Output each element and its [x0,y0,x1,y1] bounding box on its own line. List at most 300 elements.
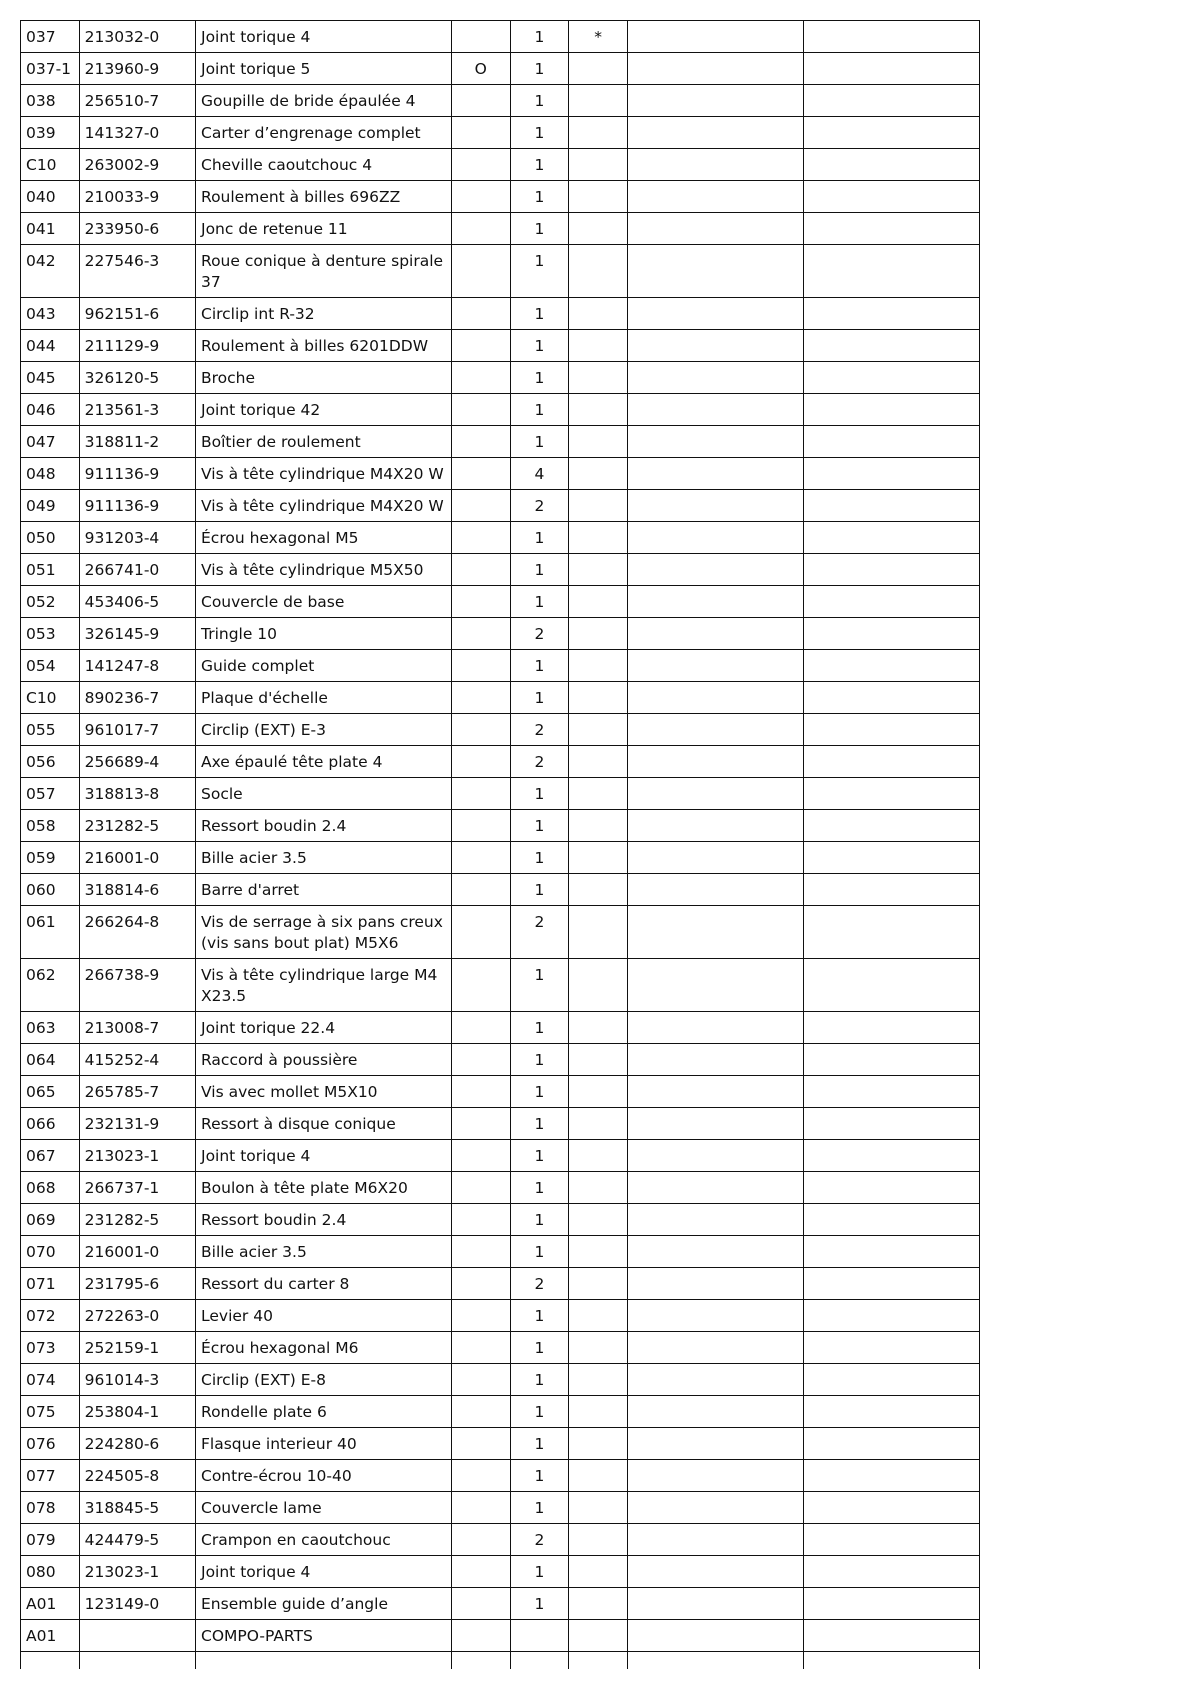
part-number-cell: 272263-0 [79,1300,195,1332]
part-number-cell: 224505-8 [79,1460,195,1492]
quantity-cell: 2 [510,490,569,522]
description-cell: Flasque interieur 40 [196,1428,452,1460]
quantity-cell: 1 [510,1556,569,1588]
parts-list-sheet [20,20,980,1669]
star-mark-cell [569,874,628,906]
empty-cell [803,1492,979,1524]
part-number-cell: 216001-0 [79,1236,195,1268]
item-number-cell: 037-1 [21,53,80,85]
table-row [21,1364,980,1396]
empty-cell [627,149,803,181]
quantity-cell: 2 [510,746,569,778]
empty-cell [627,1652,803,1670]
part-number-cell: 216001-0 [79,842,195,874]
part-number-cell: 123149-0 [79,1588,195,1620]
part-number-cell: 962151-6 [79,298,195,330]
item-number-cell: 057 [21,778,80,810]
quantity-cell: 1 [510,149,569,181]
star-mark-cell [569,53,628,85]
item-number-cell: 061 [21,906,80,959]
empty-cell [627,906,803,959]
part-number-cell: 141247-8 [79,650,195,682]
option-mark-cell [451,874,510,906]
star-mark-cell [569,1620,628,1652]
table-row [21,490,980,522]
star-mark-cell [569,1588,628,1620]
empty-cell [627,53,803,85]
quantity-cell: 1 [510,117,569,149]
option-mark-cell [451,618,510,650]
option-mark-cell [451,362,510,394]
empty-cell [803,1588,979,1620]
description-cell: Carter d’engrenage complet [196,117,452,149]
item-number-cell: 047 [21,426,80,458]
star-mark-cell [569,245,628,298]
table-row [21,746,980,778]
quantity-cell: 1 [510,298,569,330]
empty-cell [803,682,979,714]
table-row [21,181,980,213]
empty-cell [803,490,979,522]
star-mark-cell [569,1300,628,1332]
quantity-cell: 1 [510,842,569,874]
part-number-cell: 318813-8 [79,778,195,810]
description-cell: Ensemble guide d’angle [196,1588,452,1620]
empty-cell [510,1652,569,1670]
empty-cell [627,1428,803,1460]
empty-cell [627,810,803,842]
quantity-cell: 1 [510,1172,569,1204]
empty-cell [451,1652,510,1670]
empty-cell [803,298,979,330]
table-row [21,1204,980,1236]
option-mark-cell [451,842,510,874]
quantity-cell: 2 [510,1268,569,1300]
table-row [21,1140,980,1172]
option-mark-cell [451,1204,510,1236]
table-row [21,1300,980,1332]
table-row [21,842,980,874]
description-cell: Vis de serrage à six pans creux (vis sans bout plat) M5X6 [196,906,452,959]
star-mark-cell [569,1140,628,1172]
empty-cell [627,426,803,458]
description-cell: Joint torique 42 [196,394,452,426]
item-number-cell: A01 [21,1620,80,1652]
item-number-cell: 060 [21,874,80,906]
item-number-cell: 053 [21,618,80,650]
item-number-cell: 058 [21,810,80,842]
star-mark-cell [569,810,628,842]
description-cell: Circlip (EXT) E-8 [196,1364,452,1396]
quantity-cell: 2 [510,714,569,746]
empty-cell [627,778,803,810]
option-mark-cell [451,1236,510,1268]
empty-cell [803,149,979,181]
star-mark-cell [569,1236,628,1268]
star-mark-cell [569,842,628,874]
item-number-cell: 064 [21,1044,80,1076]
description-cell: Vis à tête cylindrique M4X20 W [196,490,452,522]
description-cell: Cheville caoutchouc 4 [196,149,452,181]
empty-cell [627,842,803,874]
part-number-cell: 213561-3 [79,394,195,426]
empty-cell [803,21,979,53]
quantity-cell: 1 [510,85,569,117]
option-mark-cell [451,181,510,213]
quantity-cell: 1 [510,21,569,53]
quantity-cell: 1 [510,330,569,362]
table-row [21,959,980,1012]
part-number-cell: 911136-9 [79,458,195,490]
empty-cell [627,490,803,522]
quantity-cell: 1 [510,53,569,85]
quantity-cell: 1 [510,1332,569,1364]
table-row [21,1428,980,1460]
description-cell: Vis à tête cylindrique M5X50 [196,554,452,586]
item-number-cell: 055 [21,714,80,746]
part-number-cell: 231282-5 [79,1204,195,1236]
description-cell: Tringle 10 [196,618,452,650]
description-cell: Contre-écrou 10-40 [196,1460,452,1492]
star-mark-cell [569,85,628,117]
empty-cell [803,1460,979,1492]
quantity-cell: 1 [510,554,569,586]
description-cell: Vis à tête cylindrique M4X20 W [196,458,452,490]
part-number-cell: 266737-1 [79,1172,195,1204]
empty-cell [803,778,979,810]
option-mark-cell [451,21,510,53]
empty-cell [803,426,979,458]
star-mark-cell [569,394,628,426]
description-cell: Axe épaulé tête plate 4 [196,746,452,778]
table-row [21,874,980,906]
description-cell: Bille acier 3.5 [196,842,452,874]
option-mark-cell [451,906,510,959]
table-row [21,682,980,714]
quantity-cell: 1 [510,1140,569,1172]
item-number-cell: 062 [21,959,80,1012]
item-number-cell: A01 [21,1588,80,1620]
star-mark-cell [569,1364,628,1396]
table-row [21,618,980,650]
star-mark-cell [569,1492,628,1524]
item-number-cell: 063 [21,1012,80,1044]
table-row [21,778,980,810]
star-mark-cell: * [569,21,628,53]
item-number-cell: 079 [21,1524,80,1556]
option-mark-cell [451,1620,510,1652]
description-cell: Jonc de retenue 11 [196,213,452,245]
table-row [21,1108,980,1140]
option-mark-cell [451,1332,510,1364]
empty-cell [627,959,803,1012]
description-cell: Joint torique 22.4 [196,1012,452,1044]
quantity-cell: 1 [510,394,569,426]
star-mark-cell [569,1076,628,1108]
option-mark-cell [451,458,510,490]
empty-cell [803,1172,979,1204]
description-cell: Roulement à billes 6201DDW [196,330,452,362]
part-number-cell: 256510-7 [79,85,195,117]
empty-cell [627,714,803,746]
description-cell: Joint torique 5 [196,53,452,85]
quantity-cell: 1 [510,522,569,554]
empty-cell [196,1652,452,1670]
item-number-cell: 078 [21,1492,80,1524]
table-row [21,650,980,682]
option-mark-cell [451,714,510,746]
description-cell: Ressort à disque conique [196,1108,452,1140]
empty-cell [569,1652,628,1670]
table-row [21,1268,980,1300]
empty-cell [803,1236,979,1268]
option-mark-cell [451,810,510,842]
option-mark-cell [451,394,510,426]
table-row [21,85,980,117]
option-mark-cell [451,522,510,554]
empty-cell [627,1108,803,1140]
part-number-cell: 256689-4 [79,746,195,778]
item-number-cell: C10 [21,149,80,181]
part-number-cell: 213008-7 [79,1012,195,1044]
empty-cell [803,1108,979,1140]
empty-cell [803,874,979,906]
table-row [21,117,980,149]
table-row [21,1556,980,1588]
empty-cell [803,1620,979,1652]
table-row [21,426,980,458]
item-number-cell: 059 [21,842,80,874]
part-number-cell: 211129-9 [79,330,195,362]
table-row [21,149,980,181]
part-number-cell: 911136-9 [79,490,195,522]
star-mark-cell [569,213,628,245]
quantity-cell: 1 [510,1460,569,1492]
empty-cell [803,810,979,842]
table-row [21,810,980,842]
table-row [21,554,980,586]
option-mark-cell [451,490,510,522]
item-number-cell: 050 [21,522,80,554]
quantity-cell: 1 [510,1300,569,1332]
star-mark-cell [569,362,628,394]
description-cell: Ressort boudin 2.4 [196,810,452,842]
item-number-cell: 037 [21,21,80,53]
empty-cell [627,362,803,394]
part-number-cell: 424479-5 [79,1524,195,1556]
table-row [21,213,980,245]
empty-cell [803,394,979,426]
table-row [21,1044,980,1076]
item-number-cell: 076 [21,1428,80,1460]
star-mark-cell [569,117,628,149]
empty-cell [627,213,803,245]
empty-cell [803,85,979,117]
empty-cell [803,1652,979,1670]
description-cell: Roue conique à denture spirale 37 [196,245,452,298]
part-number-cell: 931203-4 [79,522,195,554]
option-mark-cell [451,1428,510,1460]
description-cell: Joint torique 4 [196,1556,452,1588]
part-number-cell: 265785-7 [79,1076,195,1108]
empty-cell [627,1364,803,1396]
quantity-cell: 1 [510,1204,569,1236]
star-mark-cell [569,490,628,522]
item-number-cell: 066 [21,1108,80,1140]
star-mark-cell [569,522,628,554]
star-mark-cell [569,330,628,362]
quantity-cell: 1 [510,1012,569,1044]
empty-cell [627,682,803,714]
empty-cell [803,618,979,650]
empty-cell [627,245,803,298]
star-mark-cell [569,906,628,959]
empty-cell [627,1460,803,1492]
table-row [21,330,980,362]
item-number-cell: 044 [21,330,80,362]
star-mark-cell [569,1204,628,1236]
quantity-cell: 1 [510,181,569,213]
option-mark-cell [451,1268,510,1300]
part-number-cell: 326145-9 [79,618,195,650]
item-number-cell: 045 [21,362,80,394]
empty-cell [627,21,803,53]
item-number-cell: 071 [21,1268,80,1300]
option-mark-cell [451,682,510,714]
description-cell: Broche [196,362,452,394]
option-mark-cell [451,554,510,586]
star-mark-cell [569,149,628,181]
empty-cell [803,1204,979,1236]
option-mark-cell [451,1460,510,1492]
star-mark-cell [569,1172,628,1204]
description-cell: Couvercle lame [196,1492,452,1524]
part-number-cell: 326120-5 [79,362,195,394]
option-mark-cell [451,1044,510,1076]
table-row [21,1076,980,1108]
description-cell: Plaque d'échelle [196,682,452,714]
empty-cell [803,746,979,778]
empty-cell [627,1140,803,1172]
table-row [21,906,980,959]
description-cell: Circlip (EXT) E-3 [196,714,452,746]
empty-cell [803,1044,979,1076]
empty-cell [627,1172,803,1204]
empty-cell [627,85,803,117]
option-mark-cell [451,1364,510,1396]
option-mark-cell [451,1012,510,1044]
table-row [21,245,980,298]
empty-cell [803,362,979,394]
description-cell: Boîtier de roulement [196,426,452,458]
option-mark-cell [451,1076,510,1108]
empty-cell [803,1364,979,1396]
quantity-cell: 1 [510,1588,569,1620]
option-mark-cell [451,1556,510,1588]
quantity-cell: 2 [510,1524,569,1556]
empty-cell [627,1332,803,1364]
table-row-cut-off [21,1652,980,1670]
part-number-cell: 213023-1 [79,1556,195,1588]
part-number-cell: 266741-0 [79,554,195,586]
option-mark-cell [451,959,510,1012]
part-number-cell: 415252-4 [79,1044,195,1076]
empty-cell [627,394,803,426]
part-number-cell: 266264-8 [79,906,195,959]
part-number-cell: 252159-1 [79,1332,195,1364]
description-cell: Circlip int R-32 [196,298,452,330]
quantity-cell: 1 [510,1428,569,1460]
star-mark-cell [569,426,628,458]
quantity-cell: 1 [510,874,569,906]
empty-cell [627,181,803,213]
star-mark-cell [569,1460,628,1492]
description-cell: Crampon en caoutchouc [196,1524,452,1556]
quantity-cell: 1 [510,650,569,682]
star-mark-cell [569,1012,628,1044]
quantity-cell: 1 [510,1364,569,1396]
table-row [21,1588,980,1620]
option-mark-cell [451,149,510,181]
empty-cell [627,1268,803,1300]
empty-cell [627,1012,803,1044]
empty-cell [803,906,979,959]
item-number-cell: 075 [21,1396,80,1428]
table-row [21,1236,980,1268]
empty-cell [627,1556,803,1588]
table-row [21,458,980,490]
option-mark-cell [451,117,510,149]
description-cell: Écrou hexagonal M5 [196,522,452,554]
empty-cell [803,213,979,245]
star-mark-cell [569,1524,628,1556]
option-mark-cell: O [451,53,510,85]
star-mark-cell [569,1556,628,1588]
option-mark-cell [451,1172,510,1204]
star-mark-cell [569,650,628,682]
empty-cell [803,554,979,586]
star-mark-cell [569,1268,628,1300]
description-cell: Couvercle de base [196,586,452,618]
item-number-cell: 067 [21,1140,80,1172]
empty-cell [803,1012,979,1044]
empty-cell [627,1236,803,1268]
quantity-cell: 1 [510,362,569,394]
quantity-cell: 1 [510,213,569,245]
description-cell: Vis à tête cylindrique large M4X23.5 [196,959,452,1012]
part-number-cell: 213023-1 [79,1140,195,1172]
table-row [21,1620,980,1652]
option-mark-cell [451,213,510,245]
part-number-cell: 961014-3 [79,1364,195,1396]
empty-cell [627,618,803,650]
star-mark-cell [569,554,628,586]
quantity-cell: 4 [510,458,569,490]
item-number-cell: 046 [21,394,80,426]
quantity-cell: 1 [510,810,569,842]
table-row [21,1172,980,1204]
description-cell: Guide complet [196,650,452,682]
empty-cell [803,1300,979,1332]
option-mark-cell [451,1300,510,1332]
empty-cell [803,586,979,618]
star-mark-cell [569,1332,628,1364]
empty-cell [803,1556,979,1588]
description-cell: Goupille de bride épaulée 4 [196,85,452,117]
description-cell: Bille acier 3.5 [196,1236,452,1268]
description-cell: Levier 40 [196,1300,452,1332]
option-mark-cell [451,245,510,298]
